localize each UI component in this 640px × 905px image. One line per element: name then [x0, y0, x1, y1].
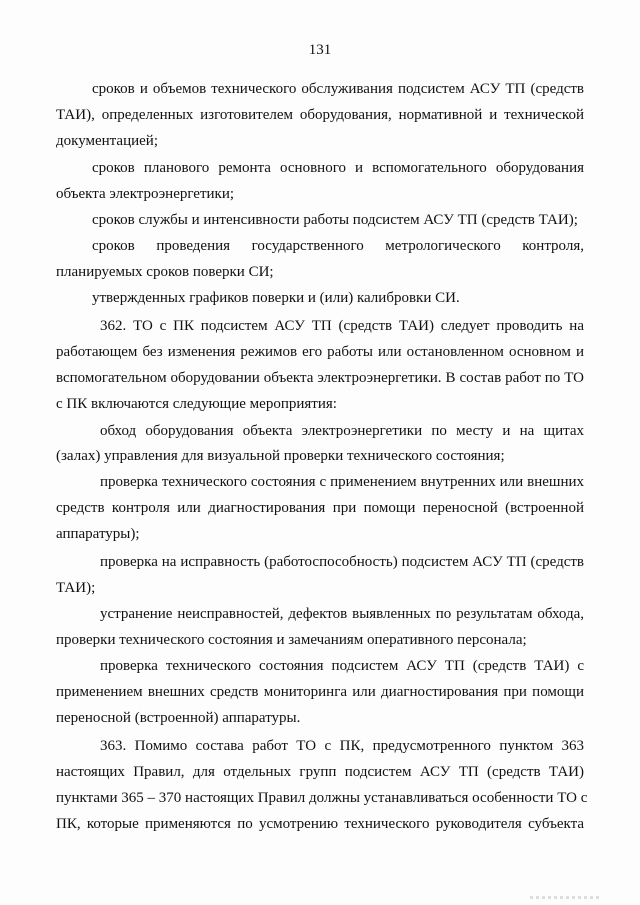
- text-line: сроков проведения государственного метрологического контроля,: [92, 238, 584, 254]
- text-line: применением внешних средств мониторинга или диагностирования при помощи: [56, 684, 584, 700]
- text-line: объекта электроэнергетики;: [56, 186, 235, 202]
- text-line: сроков планового ремонта основного и вспомогательного оборудования: [92, 160, 584, 176]
- text-line: (залах) управления для визуальной проверки технического состояния;: [56, 448, 505, 464]
- text-line: ПК, которые применяются по усмотрению технического руководителя субъекта: [56, 816, 584, 832]
- text-line: ТАИ), определенных изготовителем оборудования, нормативной и технической: [56, 107, 584, 123]
- text-line: проверки технического состояния и замечаниям оперативного персонала;: [56, 632, 527, 648]
- text-line: проверка на исправность (работоспособность) подсистем АСУ ТП (средств: [100, 554, 584, 570]
- text-line: работающем без изменения режимов его работы или остановленном основном и: [56, 344, 584, 360]
- page-number: 131: [308, 42, 332, 58]
- text-line: сроков и объемов технического обслуживания подсистем АСУ ТП (средств: [92, 81, 584, 97]
- scan-edge-mark: [530, 896, 600, 899]
- text-line: проверка технического состояния подсистем АСУ ТП (средств ТАИ) с: [100, 658, 584, 674]
- text-line: утвержденных графиков поверки и (или) калибровки СИ.: [92, 290, 460, 306]
- text-line: устранение неисправностей, дефектов выявленных по результатам обхода,: [100, 606, 584, 622]
- text-line: настоящих Правил, для отдельных групп подсистем АСУ ТП (средств ТАИ): [56, 764, 584, 780]
- text-line: пунктами 365 – 370 настоящих Правил должны устанавливаться особенности ТО с: [56, 790, 588, 806]
- text-line: сроков службы и интенсивности работы подсистем АСУ ТП (средств ТАИ);: [92, 212, 578, 228]
- text-line: ТАИ);: [56, 580, 96, 596]
- text-line: 363. Помимо состава работ ТО с ПК, предусмотренного пунктом 363: [100, 738, 584, 754]
- text-line: вспомогательном оборудовании объекта электроэнергетики. В состав работ по ТО: [56, 370, 584, 386]
- text-line: переносной (встроенной) аппаратуры.: [56, 710, 301, 726]
- text-line: проверка технического состояния с применением внутренних или внешних: [100, 474, 584, 490]
- text-line: документацией;: [56, 133, 158, 149]
- text-line: аппаратуры);: [56, 526, 140, 542]
- text-line: с ПК включаются следующие мероприятия:: [56, 396, 337, 412]
- text-line: 362. ТО с ПК подсистем АСУ ТП (средств ТАИ) следует проводить на: [100, 318, 584, 334]
- text-line: средств контроля или диагностирования при помощи переносной (встроенной: [56, 500, 584, 516]
- text-line: обход оборудования объекта электроэнергетики по месту и на щитах: [100, 423, 584, 439]
- text-line: планируемых сроков поверки СИ;: [56, 264, 274, 280]
